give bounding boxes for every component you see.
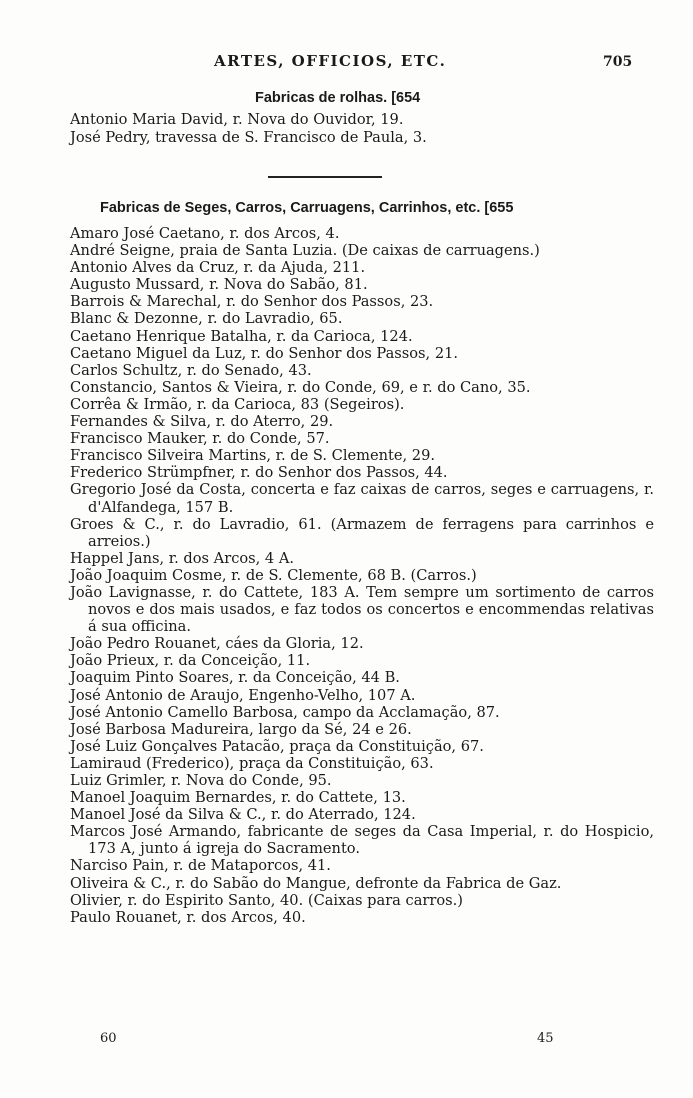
entry-list	[0, 111, 693, 147]
list-item: Corrêa & Irmão, r. da Carioca, 83 (Segeiros).	[70, 395, 405, 413]
list-item: João Pedro Rouanet, cáes da Gloria, 12.	[70, 635, 364, 653]
running-head	[0, 52, 693, 76]
list-item: Francisco Mauker, r. do Conde, 57.	[70, 430, 330, 448]
list-item: Constancio, Santos & Vieira, r. do Conde, 69, e r. do Cano, 35.	[70, 378, 531, 396]
list-item: Antonio Maria David, r. Nova do Ouvidor, 19.	[70, 111, 404, 128]
list-item: João Prieux, r. da Conceição, 11.	[70, 652, 311, 670]
list-item: Lamiraud (Frederico), praça da Constituição, 63.	[70, 754, 434, 772]
list-item: Caetano Henrique Batalha, r. da Carioca, 124.	[70, 327, 413, 345]
list-item: Oliveira & C., r. do Sabão do Mangue, defronte da Fabrica de Gaz.	[70, 874, 562, 892]
list-item: Gregorio José da Costa, concerta e faz caixas de carros, seges e carruagens, r. d'Alfandega, 157 B.	[70, 481, 654, 516]
list-item: Manoel Joaquim Bernardes, r. do Cattete, 13.	[70, 789, 406, 807]
list-item: Fernandes & Silva, r. do Aterro, 29.	[70, 413, 334, 431]
page-number: 705	[603, 54, 633, 70]
signature-mark-right: 45	[537, 1031, 554, 1046]
section-fabricas-de-rolhas	[0, 90, 693, 147]
section-title: Fabricas de Seges, Carros, Carruagens, Carrinhos, etc. [655	[100, 200, 514, 216]
list-item: Barrois & Marechal, r. do Senhor dos Passos, 23.	[70, 293, 434, 311]
list-item: Paulo Rouanet, r. dos Arcos, 40.	[70, 908, 306, 926]
list-item: Amaro José Caetano, r. dos Arcos, 4.	[70, 225, 340, 242]
list-item: José Barbosa Madureira, largo da Sé, 24 e 26.	[70, 720, 412, 738]
list-item: João Joaquim Cosme, r. de S. Clemente, 68 B. (Carros.)	[70, 566, 477, 584]
list-item: Luiz Grimler, r. Nova do Conde, 95.	[70, 772, 332, 789]
list-item: Groes & C., r. do Lavradio, 61. (Armazem de ferragens para carrinhos e arreios.)	[70, 515, 654, 550]
list-item: Augusto Mussard, r. Nova do Sabão, 81.	[70, 276, 368, 294]
list-item: José Luiz Gonçalves Patacão, praça da Constituição, 67.	[70, 737, 484, 755]
list-item: Happel Jans, r. dos Arcos, 4 A.	[70, 549, 295, 567]
list-item: Carlos Schultz, r. do Senado, 43.	[70, 361, 312, 379]
list-item: Frederico Strümpfner, r. do Senhor dos Passos, 44.	[70, 464, 448, 482]
signature-mark-left: 60	[100, 1031, 117, 1046]
list-item: Francisco Silveira Martins, r. de S. Clemente, 29.	[70, 447, 435, 465]
list-item: Caetano Miguel da Luz, r. do Senhor dos Passos, 21.	[70, 344, 459, 362]
section-divider	[268, 176, 382, 178]
list-item: José Antonio de Araujo, Engenho-Velho, 107 A.	[70, 686, 416, 704]
list-item: José Pedry, travessa de S. Francisco de Paula, 3.	[70, 129, 427, 146]
list-item: Olivier, r. do Espirito Santo, 40. (Caixas para carros.)	[70, 891, 463, 909]
list-item: Antonio Alves da Cruz, r. da Ajuda, 211.	[70, 259, 366, 277]
entry-list	[0, 225, 693, 926]
running-head-title: ARTES, OFFICIOS, ETC.	[214, 52, 447, 70]
list-item: Blanc & Dezonne, r. do Lavradio, 65.	[70, 310, 343, 328]
list-item: Manoel José da Silva & C., r. do Aterrado, 124.	[70, 806, 416, 824]
list-item: Narciso Pain, r. de Mataporcos, 41.	[70, 857, 331, 875]
list-item: José Antonio Camello Barbosa, campo da Acclamação, 87.	[70, 703, 500, 721]
list-item: João Lavignasse, r. do Cattete, 183 A. Tem sempre um sortimento de carros novos e dos mais usados, e faz todos os concertos e encommendas relativas á sua officina.	[70, 583, 654, 636]
section-fabricas-de-seges	[0, 200, 693, 926]
section-title: Fabricas de rolhas. [654	[255, 90, 421, 106]
list-item: Marcos José Armando, fabricante de seges da Casa Imperial, r. do Hospicio, 173 A, junto á igreja do Sacramento.	[70, 823, 654, 858]
list-item: André Seigne, praia de Santa Luzia. (De caixas de carruagens.)	[70, 242, 540, 260]
list-item: Joaquim Pinto Soares, r. da Conceição, 44 B.	[70, 669, 400, 687]
